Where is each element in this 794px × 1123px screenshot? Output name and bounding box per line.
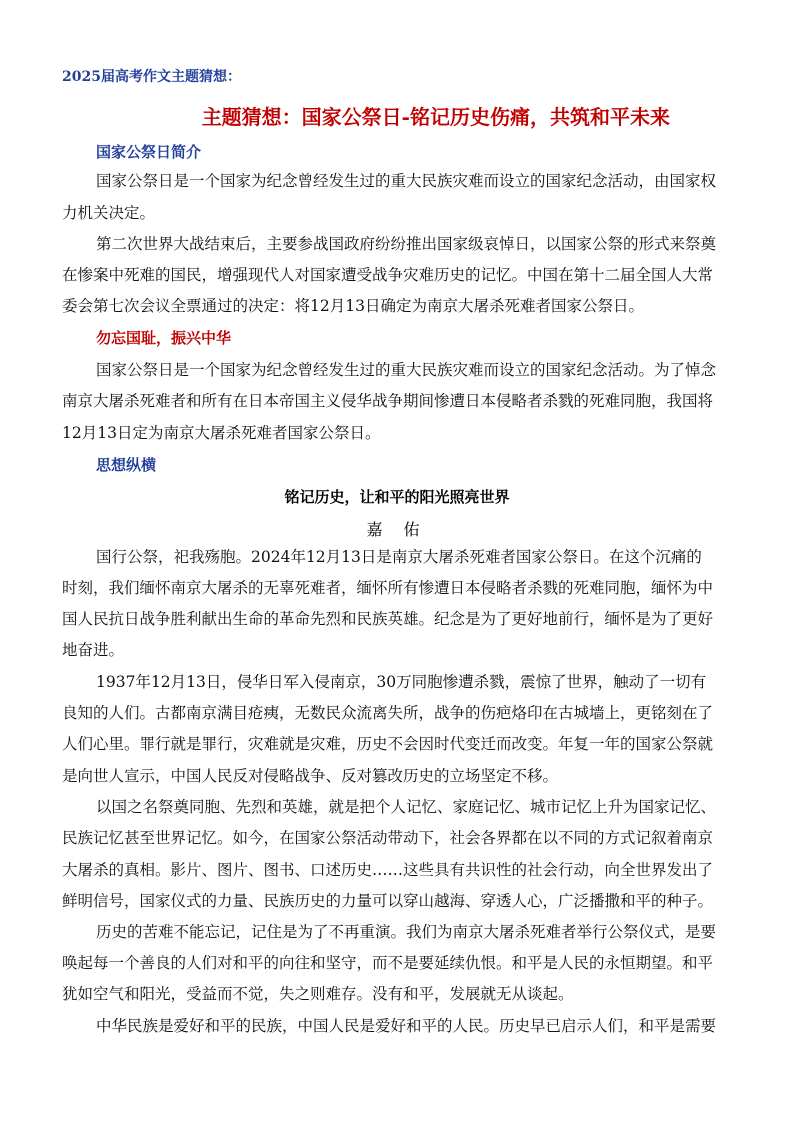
- essay-line: 历史的苦难不能忘记，记住是为了不再重演。我们为南京大屠杀死难者举行公祭仪式，是要: [96, 923, 717, 941]
- essay-line: 是向世人宣示，中国人民反对侵略战争、反对篡改历史的立场坚定不移。: [62, 767, 559, 785]
- main-title: 主题猜想：国家公祭日-铭记历史伤痛，共筑和平未来: [201, 105, 670, 129]
- paragraph-line: 12月13日定为南京大屠杀死难者国家公祭日。: [62, 424, 381, 442]
- essay-line: 大屠杀的真相。影片、图片、图书、口述历史……这些具有共识性的社会行动，向全世界发出了: [62, 861, 714, 879]
- essay-line: 中华民族是爱好和平的民族，中国人民是爱好和平的人民。历史早已启示人们，和平是需要: [96, 1017, 717, 1035]
- essay-line: 国人民抗日战争胜利献出生命的革命先烈和民族英雄。纪念是为了更好地前行，缅怀是为了更好: [62, 610, 714, 628]
- section-heading-thought: 思想纵横: [96, 456, 157, 474]
- essay-line: 1937年12月13日，侵华日军入侵南京，30万同胞惨遭杀戮，震惊了世界，触动了一切有: [96, 673, 707, 691]
- essay-line: 人们心里。罪行就是罪行，灾难就是灾难，历史不会因时代变迁而改变。年复一年的国家公祭就: [62, 735, 714, 753]
- section-heading-shame: 勿忘国耻，振兴中华: [96, 329, 232, 347]
- essay-line: 唤起每一个善良的人们对和平的向往和坚守，而不是要延续仇恨。和平是人民的永恒期望。和平: [62, 954, 714, 972]
- section-heading-intro: 国家公祭日简介: [96, 143, 202, 161]
- essay-line: 时刻，我们缅怀南京大屠杀的无辜死难者，缅怀所有惨遭日本侵略者杀戮的死难同胞，缅怀为中: [62, 579, 714, 597]
- essay-line: 地奋进。: [62, 641, 125, 659]
- topic-line: 2025届高考作文主题猜想：: [62, 69, 241, 85]
- essay-line: 鲜明信号，国家仪式的力量、民族历史的力量可以穿山越海、穿透人心，广泛播撒和平的种子。: [62, 892, 714, 910]
- essay-line: 良知的人们。古都南京满目疮痍，无数民众流离失所，战争的伤疤烙印在古城墙上，更铭刻在了: [62, 704, 714, 722]
- essay-line: 犹如空气和阳光，受益而不觉，失之则难存。没有和平，发展就无从谈起。: [62, 985, 574, 1003]
- paragraph-line: 国家公祭日是一个国家为纪念曾经发生过的重大民族灾难而设立的国家纪念活动，由国家权: [96, 172, 717, 190]
- paragraph-line: 南京大屠杀死难者和所有在日本帝国主义侵华战争期间惨遭日本侵略者杀戮的死难同胞，我国将: [62, 392, 714, 410]
- essay-title: 铭记历史，让和平的阳光照亮世界: [284, 488, 510, 506]
- essay-line: 国行公祭，祀我殇胞。2024年12月13日是南京大屠杀死难者国家公祭日。在这个沉痛的: [96, 548, 702, 566]
- paragraph-line: 国家公祭日是一个国家为纪念曾经发生过的重大民族灾难而设立的国家纪念活动。为了悼念: [96, 361, 717, 379]
- paragraph-line: 第二次世界大战结束后，主要参战国政府纷纷推出国家级哀悼日，以国家公祭的形式来祭奠: [96, 235, 717, 253]
- paragraph-line: 力机关决定。: [62, 204, 156, 222]
- essay-line: 以国之名祭奠同胞、先烈和英雄，就是把个人记忆、家庭记忆、城市记忆上升为国家记忆、: [96, 798, 717, 816]
- essay-author: 嘉 佑: [366, 520, 428, 539]
- paragraph-line: 委会第七次会议全票通过的决定：将12月13日确定为南京大屠杀死难者国家公祭日。: [62, 297, 644, 315]
- paragraph-line: 在惨案中死难的国民，增强现代人对国家遭受战争灾难历史的记忆。中国在第十二届全国人大常: [62, 266, 714, 284]
- essay-line: 民族记忆甚至世界记忆。如今，在国家公祭活动带动下，社会各界都在以不同的方式记叙着南京: [62, 829, 714, 847]
